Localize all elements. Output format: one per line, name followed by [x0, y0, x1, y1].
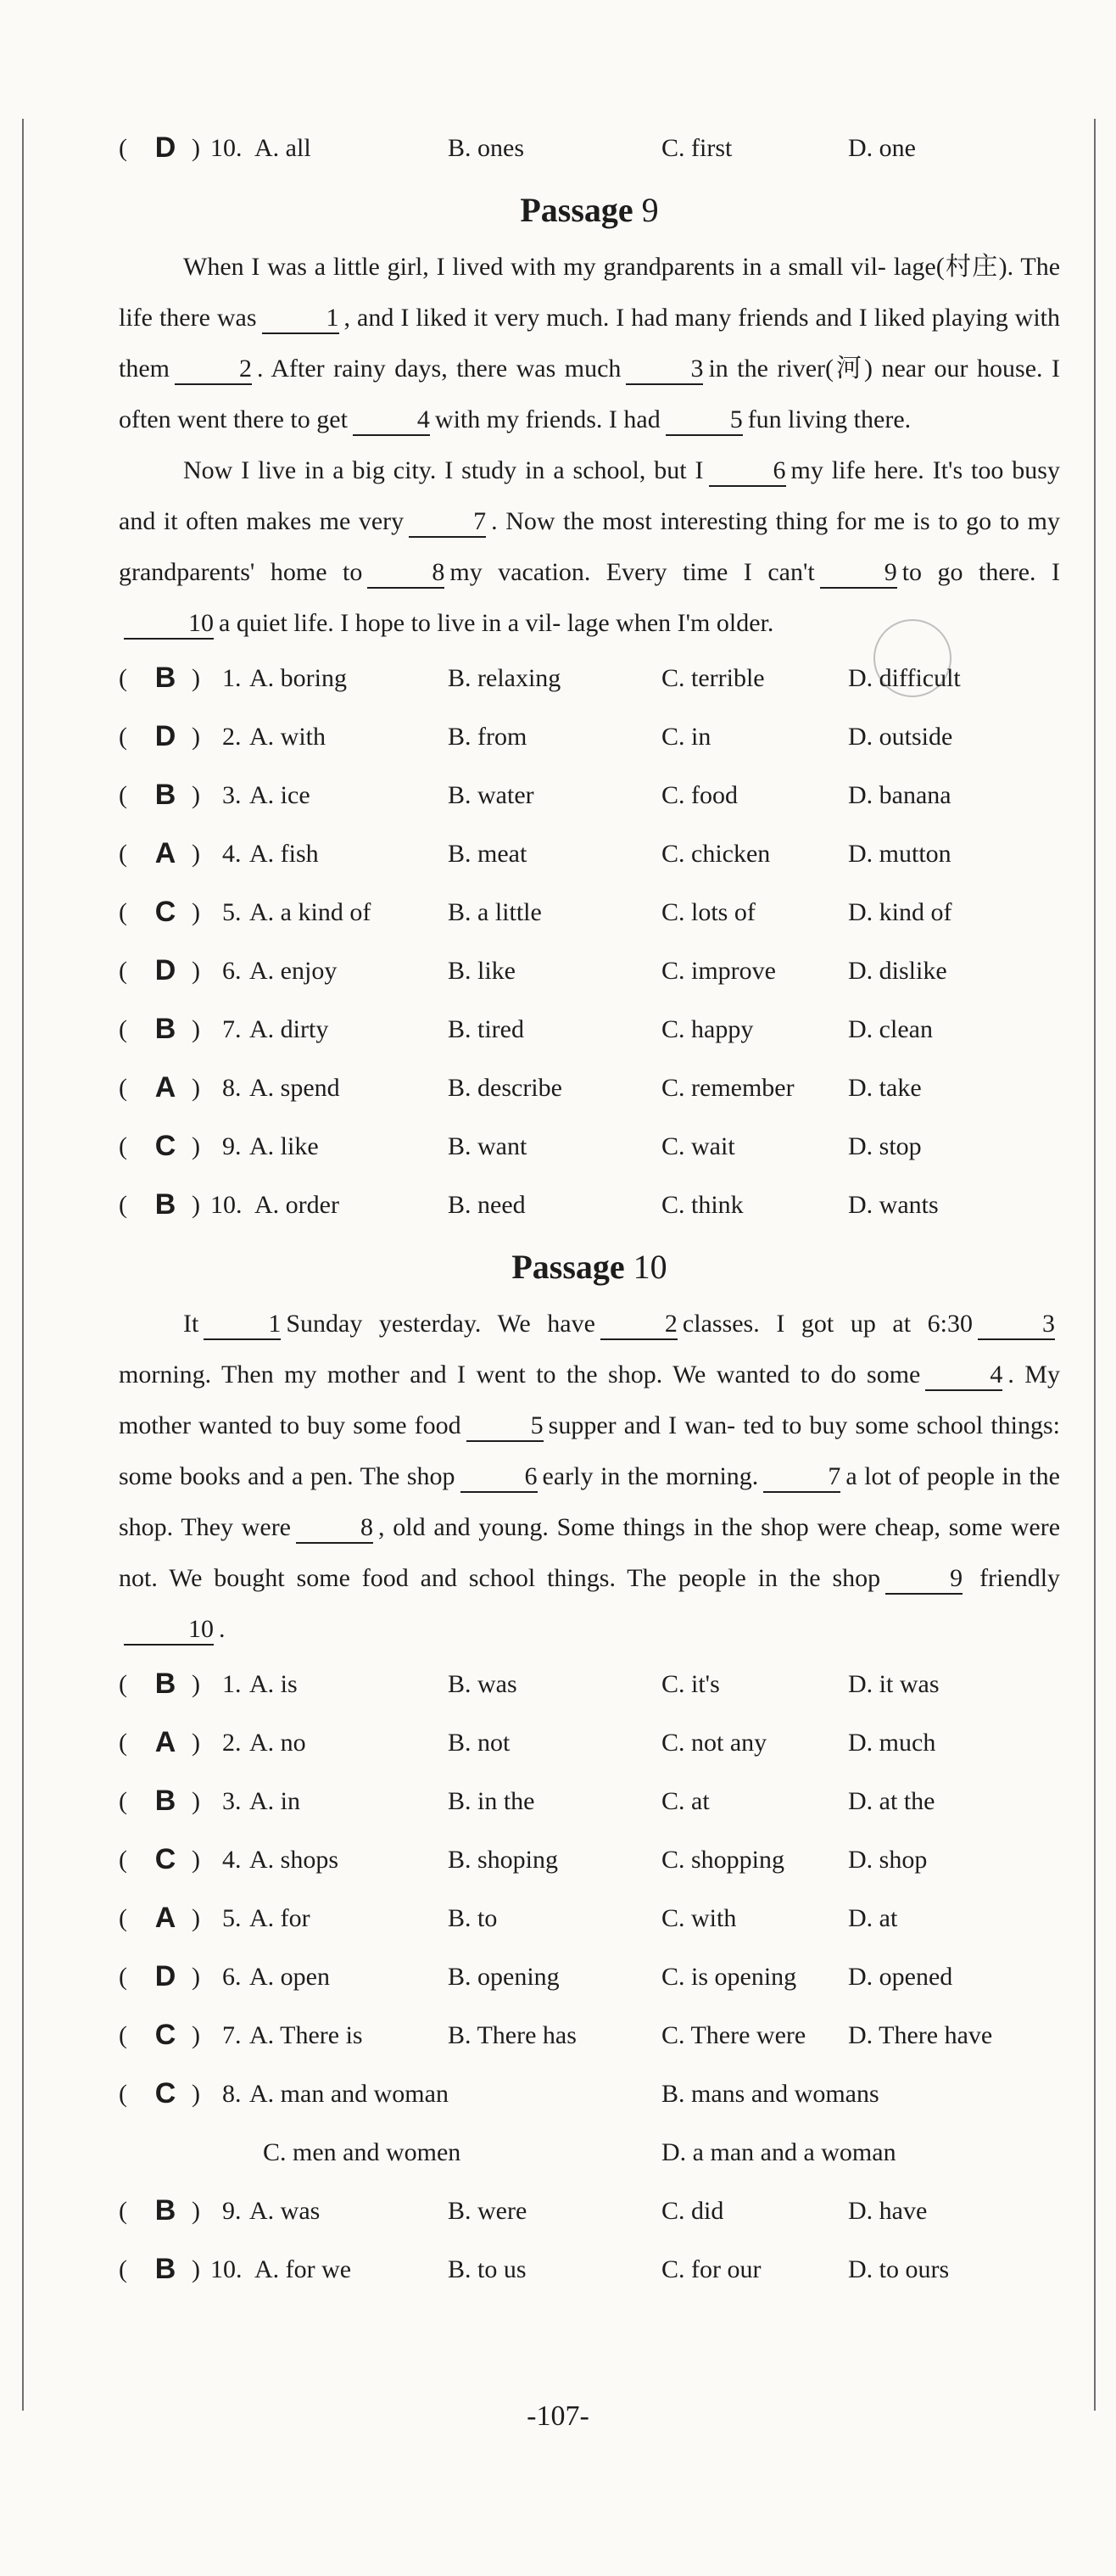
option-a: A. shops — [249, 1846, 339, 1874]
option-b: B. to — [448, 1904, 498, 1932]
answer-mark: D — [154, 1960, 176, 1992]
answer-mark: C — [154, 1130, 176, 1162]
option-d: D. difficult — [848, 664, 961, 692]
question-row: ( C ) 8. A. man and woman B. mans and womans C. men and women D. a man and a woman — [119, 2065, 1060, 2182]
passage-9-paragraph-2: Now I live in a big city. I study in a school, but I 6 my life here. It's too busy and it often makes me very 7 . Now the most interesting thing for me is to go to my grandparents' home to 8 my vacation. Every time I can't 9 to go there. I10 a quiet life. I hope to live in a vil- lage when I'm older. — [119, 445, 1060, 649]
question-row: ( D ) 10. A. all B. ones C. first D. one — [119, 119, 1060, 177]
question-number: 5. — [222, 898, 242, 926]
option-c: C. shopping — [661, 1846, 785, 1874]
option-c: C. wait — [661, 1132, 735, 1160]
option-b: B. to us — [448, 2255, 527, 2283]
option-d: D. a man and a woman — [661, 2138, 896, 2166]
option-b: B. meat — [448, 840, 527, 868]
option-a: A. There is — [249, 2021, 363, 2049]
option-a: A. for we — [254, 2255, 352, 2283]
option-a: A. enjoy — [249, 957, 338, 985]
option-b: B. a little — [448, 898, 542, 926]
question-row: ( A ) 2. A. no B. not C. not any D. much — [119, 1713, 1060, 1772]
blank-5: 5 — [666, 405, 743, 436]
option-b: B. were — [448, 2197, 527, 2225]
option-b: B. shoping — [448, 1846, 559, 1874]
option-d: D. clean — [848, 1015, 933, 1043]
option-a: A. spend — [249, 1074, 340, 1102]
page-number: -107- — [527, 2400, 589, 2432]
question-row: ( D ) 2. A. with B. from C. in D. outside — [119, 707, 1060, 766]
option-c: C. did — [661, 2197, 724, 2225]
option-b: B. from — [448, 723, 527, 751]
answer-mark: B — [154, 2194, 176, 2227]
option-c: C. remember — [661, 1074, 795, 1102]
blank-3: 3 — [978, 1310, 1055, 1340]
blank-8: 8 — [296, 1513, 373, 1544]
option-b: B. describe — [448, 1074, 562, 1102]
question-row: ( B ) 3. A. in B. in the C. at D. at the — [119, 1772, 1060, 1830]
answer-mark: A — [154, 1726, 176, 1758]
question-row: ( B ) 9. A. was B. were C. did D. have — [119, 2182, 1060, 2240]
question-number: 2. — [222, 723, 242, 751]
option-c: C. chicken — [661, 840, 771, 868]
answer-mark: C — [154, 2019, 176, 2051]
question-row: ( B ) 10. A. for we B. to us C. for our D. to ours — [119, 2240, 1060, 2299]
option-a: A. order — [254, 1191, 339, 1219]
option-a: A. with — [249, 723, 326, 751]
question-row: ( B ) 1. A. is B. was C. it's D. it was — [119, 1655, 1060, 1713]
answer-mark: A — [154, 837, 176, 869]
question-number: 9. — [222, 2197, 242, 2225]
option-a: A. all — [254, 134, 311, 162]
option-c: C. not any — [661, 1729, 767, 1757]
option-a: A. man and woman — [249, 2080, 449, 2108]
question-row: ( C ) 5. A. a kind of B. a little C. lots of D. kind of — [119, 883, 1060, 942]
blank-4: 4 — [925, 1361, 1002, 1391]
option-d: D. much — [848, 1729, 936, 1757]
option-c: C. happy — [661, 1015, 754, 1043]
option-a: A. dirty — [249, 1015, 329, 1043]
option-c: C. at — [661, 1787, 710, 1815]
option-b: B. water — [448, 781, 534, 809]
option-d: D. wants — [848, 1191, 939, 1219]
answer-mark: B — [154, 1668, 176, 1700]
answer-mark: D — [154, 954, 176, 986]
option-a: A. ice — [249, 781, 310, 809]
question-number: 3. — [222, 1787, 242, 1815]
option-d: D. it was — [848, 1670, 940, 1698]
question-row: ( D ) 6. A. open B. opening C. is opening D. opened — [119, 1947, 1060, 2006]
question-row: ( B ) 3. A. ice B. water C. food D. banana — [119, 766, 1060, 824]
option-d: D. opened — [848, 1963, 953, 1991]
question-number: 1. — [222, 1670, 242, 1698]
blank-6: 6 — [709, 456, 786, 487]
question-row: ( C ) 9. A. like B. want C. wait D. stop — [119, 1117, 1060, 1176]
option-d: D. There have — [848, 2021, 993, 2049]
blank-3: 3 — [626, 355, 703, 385]
option-b: B. relaxing — [448, 664, 561, 692]
option-c: C. think — [661, 1191, 744, 1219]
option-c: C. with — [661, 1904, 737, 1932]
answer-mark: C — [154, 896, 176, 928]
option-c: C. is opening — [661, 1963, 797, 1991]
blank-5: 5 — [466, 1411, 544, 1442]
option-b: B. opening — [448, 1963, 560, 1991]
option-d: D. stop — [848, 1132, 922, 1160]
answer-mark: B — [154, 1785, 176, 1817]
question-number: 6. — [222, 957, 242, 985]
option-a: A. is — [249, 1670, 298, 1698]
answer-mark: B — [154, 662, 176, 694]
option-c: C. men and women — [263, 2138, 461, 2166]
option-b: B. need — [448, 1191, 526, 1219]
option-b: B. not — [448, 1729, 511, 1757]
question-number: 10. — [210, 2255, 243, 2283]
blank-2: 2 — [175, 355, 252, 385]
option-c: C. improve — [661, 957, 776, 985]
passage-10-questions — [119, 1655, 1060, 2299]
blank-9: 9 — [885, 1564, 963, 1595]
option-d: D. mutton — [848, 840, 951, 868]
question-number: 4. — [222, 840, 242, 868]
blank-2: 2 — [600, 1310, 678, 1340]
option-a: A. open — [249, 1963, 330, 1991]
option-a: A. no — [249, 1729, 306, 1757]
blank-9: 9 — [820, 558, 897, 589]
answer-mark: B — [154, 2253, 176, 2285]
left-margin-rule — [22, 119, 24, 2411]
option-b: B. in the — [448, 1787, 535, 1815]
blank-1: 1 — [204, 1310, 281, 1340]
passage-9-questions — [119, 649, 1060, 1234]
option-d: D. shop — [848, 1846, 928, 1874]
option-b: B. was — [448, 1670, 517, 1698]
option-b: B. There has — [448, 2021, 577, 2049]
question-number: 9. — [222, 1132, 242, 1160]
option-b: B. want — [448, 1132, 527, 1160]
option-d: D. outside — [848, 723, 953, 751]
option-d: D. at — [848, 1904, 898, 1932]
question-row: ( A ) 4. A. fish B. meat C. chicken D. mutton — [119, 824, 1060, 883]
option-b: B. ones — [448, 134, 524, 162]
option-c: C. for our — [661, 2255, 762, 2283]
question-row: ( C ) 4. A. shops B. shoping C. shopping D. shop — [119, 1830, 1060, 1889]
option-c: C. There were — [661, 2021, 806, 2049]
answer-mark: D — [154, 720, 176, 752]
option-d: D. one — [848, 134, 916, 162]
question-number: 6. — [222, 1963, 242, 1991]
question-number: 2. — [222, 1729, 242, 1757]
question-number: 5. — [222, 1904, 242, 1932]
answer-mark: B — [154, 779, 176, 811]
answer-mark: D — [154, 131, 176, 164]
question-row: ( A ) 5. A. for B. to C. with D. at — [119, 1889, 1060, 1947]
blank-7: 7 — [763, 1462, 840, 1493]
passage-9-paragraph-1: When I was a little girl, I lived with my grandparents in a small vil- lage(村庄). The life there was 1 , and I liked it very much. I had many friends and I liked playing with them 2 . After rainy days, there was much 3 in the river(河) near our house. I often went there to get 4 with my friends. I had 5 fun living there. — [119, 242, 1060, 445]
passage-9-title: Passage 9 — [520, 191, 659, 229]
option-b: B. mans and womans — [661, 2080, 879, 2108]
question-number: 7. — [222, 1015, 242, 1043]
answer-mark: C — [154, 2077, 176, 2109]
option-d: D. banana — [848, 781, 951, 809]
option-a: A. was — [249, 2197, 321, 2225]
question-row: ( D ) 6. A. enjoy B. like C. improve D. dislike — [119, 942, 1060, 1000]
question-number: 1. — [222, 664, 242, 692]
question-number: 7. — [222, 2021, 242, 2049]
question-number: 10. — [210, 1191, 243, 1219]
question-number: 4. — [222, 1846, 242, 1874]
answer-mark: C — [154, 1843, 176, 1875]
option-b: B. tired — [448, 1015, 524, 1043]
question-number: 3. — [222, 781, 242, 809]
right-margin-rule — [1094, 119, 1096, 2411]
question-number: 8. — [222, 1074, 242, 1102]
option-a: A. a kind of — [249, 898, 371, 926]
option-d: D. take — [848, 1074, 922, 1102]
passage-10-paragraph: It 1 Sunday yesterday. We have 2 classes. I got up at 6:30 3morning. Then my mother and I went to the shop. We wanted to do some 4 . My mother wanted to buy some food 5 supper and I wan- ted to buy some school things: some books and a pen. The shop 6 early in the morning. 7 a lot of people in the shop. They were 8 , old and young. Some things in the shop were cheap, some were not. We bought some food and school things. The people in the shop 9 friendly10 . — [119, 1299, 1060, 1655]
question-row: ( C ) 7. A. There is B. There has C. There were D. There have — [119, 2006, 1060, 2065]
question-row: ( B ) 7. A. dirty B. tired C. happy D. clean — [119, 1000, 1060, 1059]
blank-7: 7 — [409, 507, 486, 538]
option-d: D. dislike — [848, 957, 947, 985]
option-d: D. have — [848, 2197, 928, 2225]
option-c: C. food — [661, 781, 738, 809]
blank-10: 10 — [124, 1615, 214, 1646]
option-c: C. first — [661, 134, 733, 162]
option-d: D. to ours — [848, 2255, 950, 2283]
passage-10-title: Passage 10 — [511, 1248, 667, 1286]
option-c: C. lots of — [661, 898, 756, 926]
option-d: D. at the — [848, 1787, 935, 1815]
answer-mark: B — [154, 1013, 176, 1045]
option-a: A. like — [249, 1132, 319, 1160]
option-a: A. fish — [249, 840, 319, 868]
blank-8: 8 — [367, 558, 444, 589]
answer-mark: A — [154, 1902, 176, 1934]
blank-1: 1 — [262, 304, 339, 334]
blank-6: 6 — [460, 1462, 538, 1493]
question-row: ( B ) 10. A. order B. need C. think D. wants — [119, 1176, 1060, 1234]
answer-mark: A — [154, 1071, 176, 1104]
option-a: A. for — [249, 1904, 310, 1932]
option-c: C. in — [661, 723, 711, 751]
content-column — [119, 119, 1060, 2299]
option-b: B. like — [448, 957, 516, 985]
option-a: A. in — [249, 1787, 300, 1815]
question-number: 10. — [210, 134, 243, 162]
answer-mark: B — [154, 1188, 176, 1221]
option-c: C. terrible — [661, 664, 765, 692]
blank-4: 4 — [353, 405, 430, 436]
option-a: A. boring — [249, 664, 347, 692]
question-row: ( A ) 8. A. spend B. describe C. remember D. take — [119, 1059, 1060, 1117]
question-row: ( B ) 1. A. boring B. relaxing C. terrible D. difficult — [119, 649, 1060, 707]
option-d: D. kind of — [848, 898, 952, 926]
option-c: C. it's — [661, 1670, 720, 1698]
blank-10: 10 — [124, 609, 214, 640]
question-number: 8. — [222, 2080, 242, 2108]
